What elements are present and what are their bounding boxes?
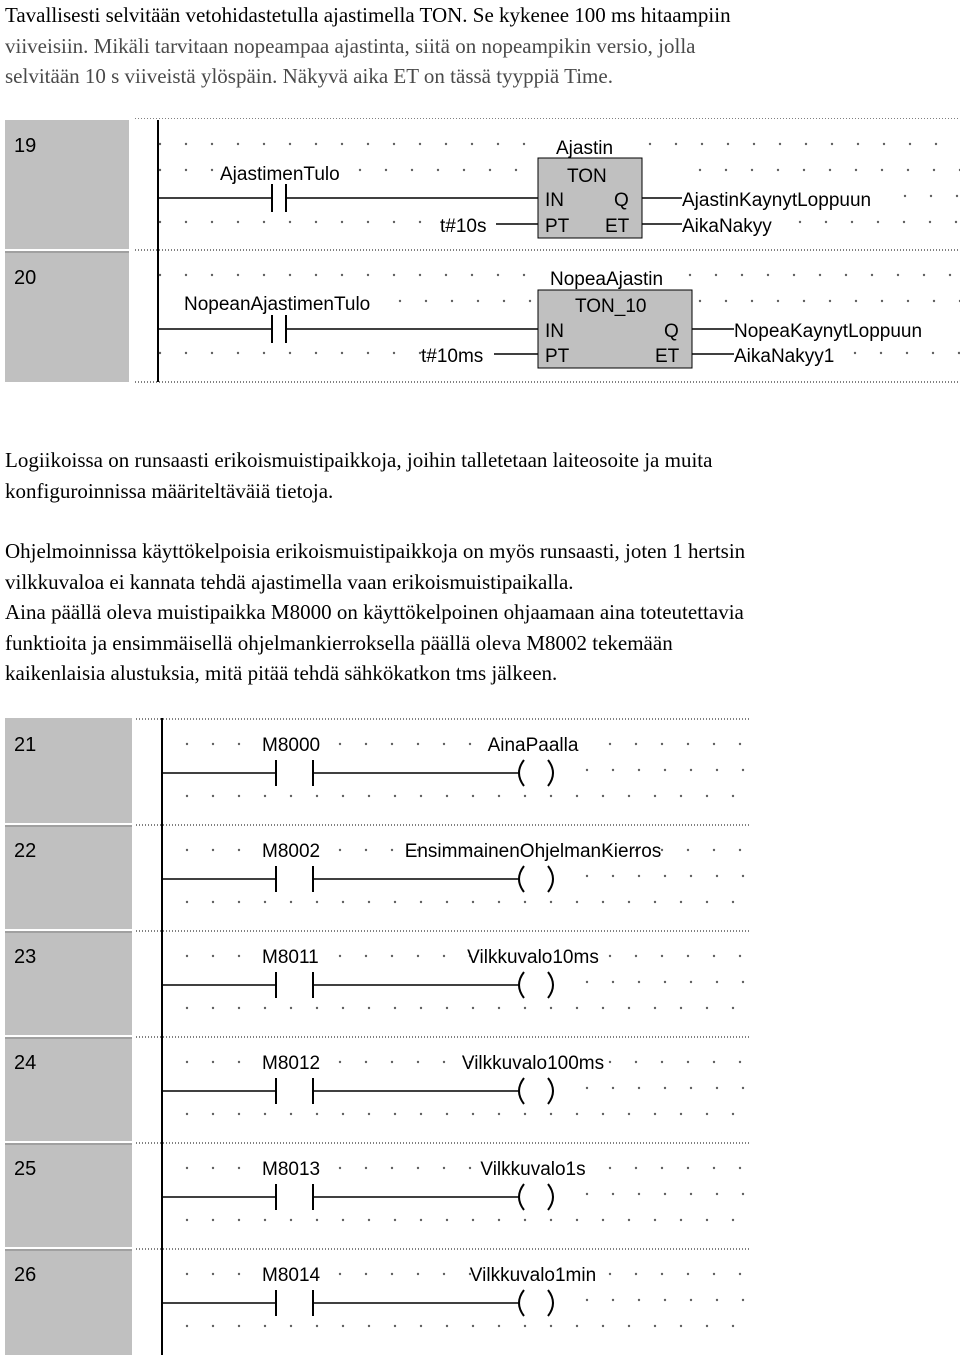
dot-row xyxy=(186,901,734,903)
pin-q-label: Q xyxy=(664,321,679,342)
paragraph-line: Logiikoissa on runsaasti erikoismuistipaikkoja, joihin talletetaan laiteosoite ja muita xyxy=(5,448,713,472)
dot-row xyxy=(586,981,744,983)
rung-number: 23 xyxy=(14,946,37,968)
intro-paragraph xyxy=(5,0,955,92)
rung-number: 20 xyxy=(14,267,37,289)
rung-number: 22 xyxy=(14,840,37,862)
pin-q-label: Q xyxy=(614,190,629,211)
rung-number: 24 xyxy=(14,1052,37,1074)
contact-label: AjastimenTulo xyxy=(220,164,340,185)
contact-label: M8012 xyxy=(262,1053,321,1074)
dot-row xyxy=(159,143,525,145)
paragraph-line: Ohjelmoinnissa käyttökelpoisia erikoismuistipaikkoja on myös runsaasti, joten 1 hertsin xyxy=(5,539,746,563)
output-q-label: AjastinKaynytLoppuun xyxy=(682,190,872,211)
dot-row xyxy=(359,169,517,171)
coil-label: Vilkkuvalo1s xyxy=(480,1159,586,1180)
dot-row xyxy=(159,352,421,354)
rung-number: 21 xyxy=(14,734,37,756)
rung-number: 26 xyxy=(14,1264,37,1286)
dot-row xyxy=(159,169,213,171)
contact-label: M8011 xyxy=(262,947,319,968)
rung-number: 19 xyxy=(14,135,37,157)
dot-row xyxy=(159,221,421,223)
pin-et-label: ET xyxy=(605,216,630,237)
paragraph-line: kaikenlaisia alustuksia, mitä pitää tehdä sähkökatkon tms jälkeen. xyxy=(5,661,558,685)
timer-instance-label: NopeaAjastin xyxy=(550,269,664,290)
output-et-label: AikaNakyy xyxy=(682,216,772,237)
coil-ladder-diagram xyxy=(0,718,960,1355)
dot-row xyxy=(586,875,744,877)
timer-type-label: TON_10 xyxy=(575,296,647,317)
contact-label: M8000 xyxy=(262,735,321,756)
coil-label: Vilkkuvalo1min xyxy=(469,1265,597,1286)
dot-row xyxy=(399,300,531,302)
pin-pt-label: PT xyxy=(545,216,570,237)
dot-row xyxy=(586,1299,744,1301)
coil-label: Vilkkuvalo10ms xyxy=(467,947,599,968)
pin-et-label: ET xyxy=(655,346,680,367)
coil-icon[interactable] xyxy=(519,866,553,892)
dot-row xyxy=(186,795,734,797)
intro-line: selvitään 10 s viiveistä ylöspäin. Näkyvä aika ET on tässä tyyppiä Time. xyxy=(5,64,613,88)
coil-label: Vilkkuvalo100ms xyxy=(461,1053,605,1074)
coil-label: AinaPaalla xyxy=(487,735,579,756)
contact-label: M8014 xyxy=(262,1265,321,1286)
dot-row xyxy=(186,1325,734,1327)
rung-20[interactable] xyxy=(14,267,960,368)
special-memory-paragraph xyxy=(5,445,955,506)
timer-instance-label: Ajastin xyxy=(556,138,614,159)
dot-row xyxy=(586,1193,744,1195)
dot-row xyxy=(699,169,960,171)
rung-number: 25 xyxy=(14,1158,37,1180)
preset-label: t#10ms xyxy=(421,346,484,367)
intro-line: viiveisiin. Mikäli tarvitaan nopeampaa ajastinta, siitä on nopeampikin versio, jolla xyxy=(5,33,696,58)
output-q-label: NopeaKaynytLoppuun xyxy=(734,321,923,342)
gutter xyxy=(5,120,129,382)
dot-row xyxy=(649,143,937,145)
preset-label: t#10s xyxy=(440,216,487,237)
paragraph-line: vilkkuvaloa ei kannata tehdä ajastimella vaan erikoismuistipaikalla. xyxy=(5,569,574,594)
timer-type-label: TON xyxy=(567,166,607,187)
coil-icon[interactable] xyxy=(519,760,553,786)
coil-icon[interactable] xyxy=(519,1290,553,1316)
pin-pt-label: PT xyxy=(545,346,570,367)
dot-row xyxy=(186,1113,734,1115)
dot-row xyxy=(799,221,957,223)
dot-row xyxy=(854,352,960,354)
contact-label: M8002 xyxy=(262,841,321,862)
paragraph-line: Aina päällä oleva muistipaikka M8000 on käyttökelpoinen ohjaamaan aina toteutettavia xyxy=(5,600,744,624)
dot-row xyxy=(904,195,958,197)
intro-line: Tavallisesti selvitään vetohidastetulla ajastimella TON. Se kykenee 100 ms hitaampiin xyxy=(5,3,731,27)
dot-row xyxy=(186,1219,734,1221)
blink-paragraph xyxy=(5,536,955,689)
contact-label: NopeanAjastimenTulo xyxy=(184,294,371,315)
pin-in-label: IN xyxy=(545,321,564,342)
dot-row xyxy=(586,1087,744,1089)
coil-icon[interactable] xyxy=(519,1078,553,1104)
contact-label: M8013 xyxy=(262,1159,321,1180)
paragraph-line: konfiguroinnissa määriteltäväiä tietoja. xyxy=(5,478,334,503)
dot-row xyxy=(689,274,951,276)
coil-label: EnsimmainenOhjelmanKierros xyxy=(404,841,662,862)
pin-in-label: IN xyxy=(545,190,564,211)
timer-ladder-diagram xyxy=(0,118,960,384)
dot-row xyxy=(586,769,744,771)
dot-row xyxy=(699,300,960,302)
paragraph-line: funktioita ja ensimmäisellä ohjelmankierroksella päällä oleva M8002 tekemään xyxy=(5,630,673,655)
coil-icon[interactable] xyxy=(519,1184,553,1210)
dot-row xyxy=(159,274,525,276)
dot-row xyxy=(186,1007,734,1009)
output-et-label: AikaNakyy1 xyxy=(734,346,835,367)
coil-icon[interactable] xyxy=(519,972,553,998)
rung-19[interactable] xyxy=(14,135,960,238)
